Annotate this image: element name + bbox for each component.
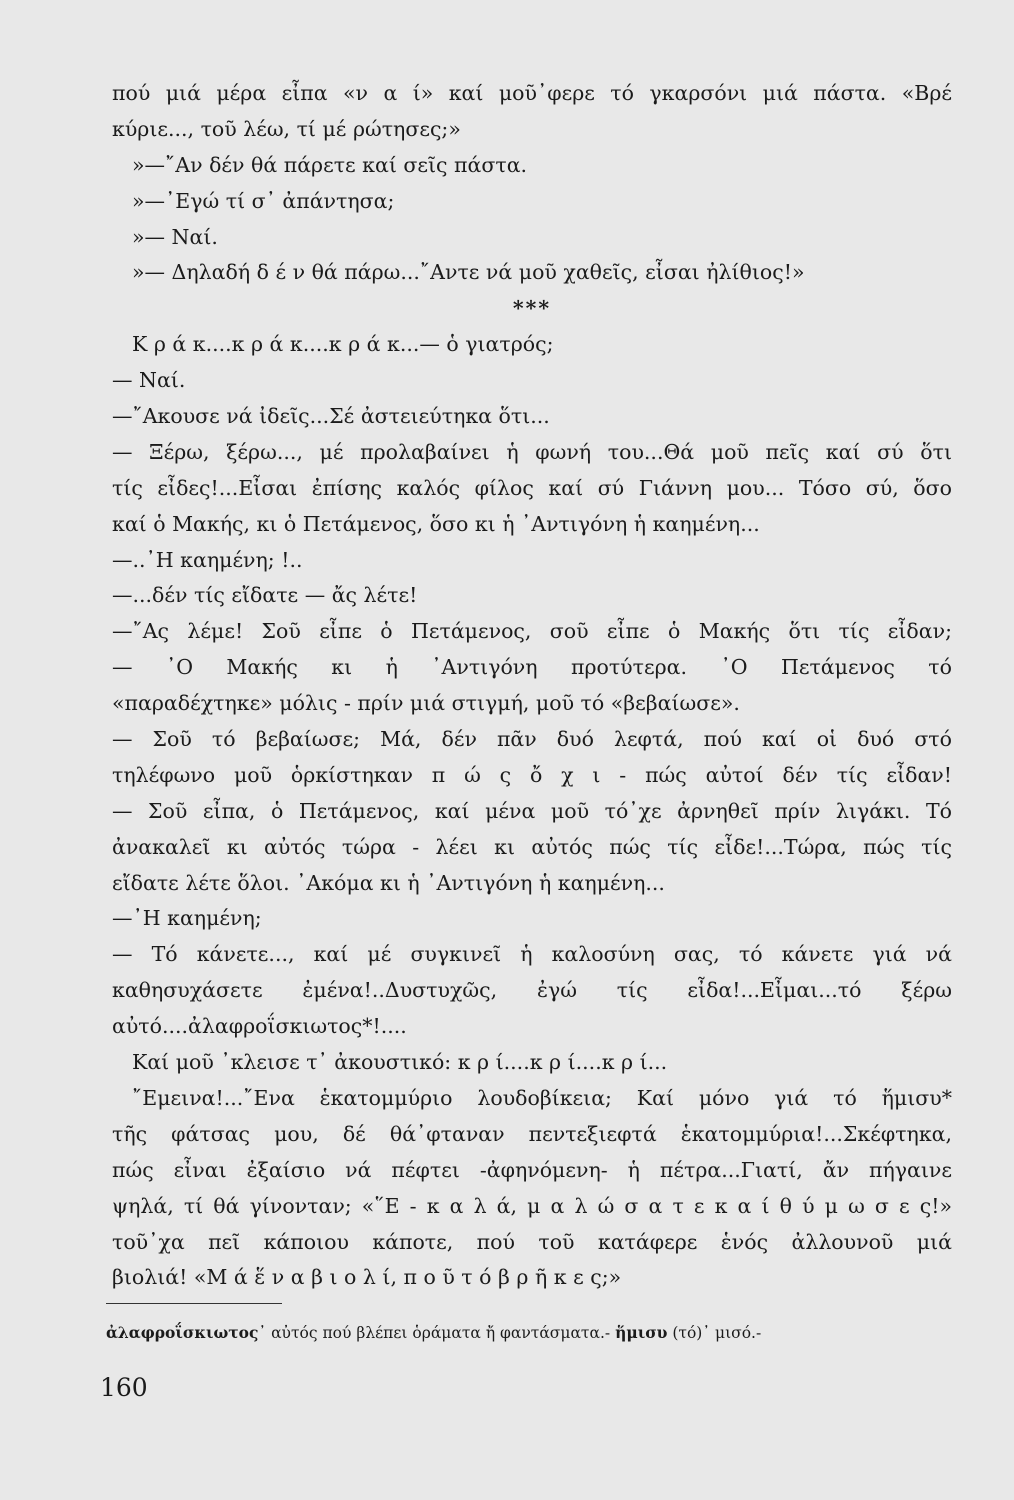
text-line: καθησυχάσετε ἐμένα!..Δυστυχῶς, ἐγώ τίς εἶδα!...Εἶμαι...τό ξέρω — [112, 978, 952, 1003]
text-line: πώς εἶναι ἐξαίσιο νά πέφτει -ἀφηνόμενη- ἡ πέτρα...Γιατί, ἄν πήγαινε — [112, 1157, 952, 1182]
text-line: »—᾽Εγώ τί σ᾽ ἀπάντησα; — [132, 188, 395, 213]
text-line: «παραδέχτηκε» μόλις - πρίν μιά στιγμή, μοῦ τό «βεβαίωσε». — [112, 691, 740, 716]
text-line: τηλέφωνο μοῦ ὁρκίστηκαν π ώ ς ὄ χ ι - πώς αὐτοί δέν τίς εἶδαν! — [112, 762, 952, 787]
text-line: πού μιά μέρα εἶπα «ν α ί» καί μοῦ᾽φερε τό γκαρσόνι μιά πάστα. «Βρέ — [112, 81, 952, 105]
text-line: ἀνακαλεῖ κι αὐτός τώρα - λέει κι αὐτός πώς τίς εἶδε!...Τώρα, πώς τίς — [112, 834, 952, 859]
text-line: —᾽Η καημένη; — [112, 906, 262, 931]
text-line: »— Ναί. — [132, 224, 218, 249]
footnote-rule — [106, 1303, 282, 1304]
page-number: 160 — [100, 1373, 148, 1402]
text-line: — Σοῦ εἶπα, ὁ Πετάμενος, καί μένα μοῦ τό᾽χε ἀρνηθεῖ πρίν λιγάκι. Τό — [112, 798, 952, 823]
text-line: τοῦ᾽χα πεῖ κάποιου κάποτε, πού τοῦ κατάφερε ἑνός ἀλλουνοῦ μιά — [112, 1229, 952, 1254]
text-line: — Ξέρω, ξέρω..., μέ προλαβαίνει ἡ φωνή του...Θά μοῦ πεῖς καί σύ ὅτι — [112, 439, 952, 464]
text-line: ῎Εμεινα!...῎Ενα ἑκατομμύριο λουδοβίκεια; Καί μόνο γιά τό ἥμισυ* — [132, 1085, 952, 1110]
footnote-term: ἥμισυ — [615, 1323, 668, 1342]
footnote — [106, 1318, 966, 1348]
text-line: τίς εἶδες!...Εἶσαι ἐπίσης καλός φίλος καί σύ Γιάννη μου... Τόσο σύ, ὅσο — [112, 475, 952, 500]
text-line: — Ναί. — [112, 368, 186, 393]
body-text — [112, 76, 952, 1296]
text-line: — ᾽Ο Μακής κι ἡ ᾽Αντιγόνη προτύτερα. ᾽Ο Πετάμενος τό — [112, 655, 952, 680]
footnote-term: ἀλαφροΐσκιωτος — [106, 1323, 259, 1342]
text-line: — Σοῦ τό βεβαίωσε; Μά, δέν πᾶν δυό λεφτά, πού καί οἱ δυό στό — [112, 727, 952, 752]
text-line: τῆς φάτσας μου, δέ θά᾽φταναν πεντεξιεφτά ἑκατομμύρια!...Σκέφτηκα, — [112, 1121, 952, 1146]
text-line: —῎Ακουσε νά ἰδεῖς...Σέ ἀστειεύτηκα ὅτι... — [112, 404, 550, 429]
footnote-definition: ᾽ αὐτός πού βλέπει ὁράματα ἤ φαντάσματα.- — [258, 1324, 616, 1342]
text-line: αὐτό....ἀλαφροΐσκιωτος*!.... — [112, 1014, 407, 1039]
text-line: — Τό κάνετε..., καί μέ συγκινεῖ ἡ καλοσύνη σας, τό κάνετε γιά νά — [112, 942, 952, 967]
text-line: βιολιά! «Μ ά ἕ ν α β ι ο λ ί, π ο ῦ τ ό β ρ ῆ κ ε ς;» — [112, 1265, 622, 1290]
text-line: »—῎Αν δέν θά πάρετε καί σεῖς πάστα. — [132, 152, 528, 177]
text-line: Καί μοῦ ᾽κλεισε τ᾽ ἀκουστικό: κ ρ ί....κ ρ ί....κ ρ ί... — [132, 1050, 668, 1075]
text-line: εἴδατε λέτε ὅλοι. ᾽Ακόμα κι ἡ ᾽Αντιγόνη ἡ καημένη... — [112, 870, 665, 895]
text-line: κύριε..., τοῦ λέω, τί μέ ρώτησες;» — [112, 116, 461, 141]
text-line: Κ ρ ά κ....κ ρ ά κ....κ ρ ά κ...— ὁ γιατρός; — [132, 332, 554, 357]
text-line: —...δέν τίς εἴδατε — ἄς λέτε! — [112, 583, 418, 608]
text-line: »— Δηλαδή δ έ ν θά πάρω...῎Αντε νά μοῦ χαθεῖς, εἶσαι ἠλίθιος!» — [132, 260, 805, 285]
footnote-definition: (τό)᾽ μισό.- — [667, 1324, 762, 1342]
text-line: —..᾽Η καημένη; !.. — [112, 547, 303, 572]
text-line: ψηλά, τί θά γίνονταν; «῞Ε - κ α λ ά, μ α λ ώ σ α τ ε κ α ί θ ύ μ ω σ ε ς!» — [112, 1193, 952, 1218]
section-divider: *** — [512, 296, 552, 321]
text-line: καί ὁ Μακής, κι ὁ Πετάμενος, ὅσο κι ἡ ᾽Αντιγόνη ἡ καημένη... — [112, 511, 760, 536]
text-line: —῎Ας λέμε! Σοῦ εἶπε ὁ Πετάμενος, σοῦ εἶπε ὁ Μακής ὅτι τίς εἶδαν; — [112, 619, 952, 644]
